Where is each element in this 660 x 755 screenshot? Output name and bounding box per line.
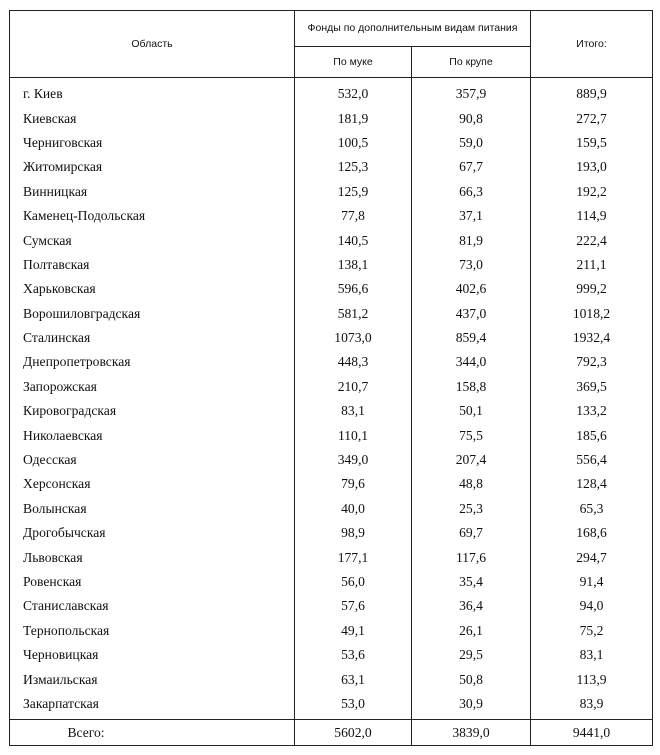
total-cell: 556,4	[531, 448, 653, 472]
grain-cell: 69,7	[412, 521, 531, 545]
table-footer	[10, 720, 653, 746]
region-cell: Черниговская	[10, 131, 295, 155]
flour-cell: 77,8	[295, 204, 412, 228]
grain-cell: 207,4	[412, 448, 531, 472]
flour-cell: 581,2	[295, 302, 412, 326]
grain-cell: 437,0	[412, 302, 531, 326]
total-column-header: Итого:	[531, 11, 653, 78]
total-cell: 1018,2	[531, 302, 653, 326]
region-cell: Сталинская	[10, 326, 295, 350]
grain-cell: 73,0	[412, 253, 531, 277]
total-grain: 3839,0	[412, 720, 531, 746]
flour-cell: 532,0	[295, 78, 412, 107]
region-cell: Одесская	[10, 448, 295, 472]
table-row	[10, 692, 653, 720]
grain-cell: 357,9	[412, 78, 531, 107]
grand-total: 9441,0	[531, 720, 653, 746]
flour-cell: 53,0	[295, 692, 412, 720]
total-cell: 294,7	[531, 545, 653, 569]
region-cell: Винницкая	[10, 180, 295, 204]
total-cell: 889,9	[531, 78, 653, 107]
grain-cell: 26,1	[412, 619, 531, 643]
table-row	[10, 521, 653, 545]
grain-cell: 48,8	[412, 472, 531, 496]
region-cell: Херсонская	[10, 472, 295, 496]
flour-cell: 596,6	[295, 277, 412, 301]
table-row	[10, 155, 653, 179]
table-row	[10, 643, 653, 667]
flour-cell: 1073,0	[295, 326, 412, 350]
region-cell: Николаевская	[10, 423, 295, 447]
flour-cell: 125,3	[295, 155, 412, 179]
flour-cell: 79,6	[295, 472, 412, 496]
total-cell: 83,1	[531, 643, 653, 667]
grain-cell: 59,0	[412, 131, 531, 155]
flour-cell: 138,1	[295, 253, 412, 277]
flour-cell: 349,0	[295, 448, 412, 472]
total-cell: 114,9	[531, 204, 653, 228]
flour-cell: 140,5	[295, 228, 412, 252]
table-row	[10, 78, 653, 107]
region-cell: Каменец-Подольская	[10, 204, 295, 228]
region-cell: Львовская	[10, 545, 295, 569]
funds-group-header: Фонды по дополнительным видам питания	[295, 11, 531, 47]
region-cell: Станиславская	[10, 594, 295, 618]
flour-cell: 210,7	[295, 375, 412, 399]
flour-cell: 100,5	[295, 131, 412, 155]
table-row	[10, 545, 653, 569]
total-cell: 192,2	[531, 180, 653, 204]
grain-cell: 158,8	[412, 375, 531, 399]
grain-cell: 402,6	[412, 277, 531, 301]
flour-cell: 177,1	[295, 545, 412, 569]
grain-cell: 344,0	[412, 350, 531, 374]
table-row	[10, 570, 653, 594]
food-funds-table	[9, 10, 653, 746]
flour-cell: 83,1	[295, 399, 412, 423]
total-cell: 128,4	[531, 472, 653, 496]
total-cell: 133,2	[531, 399, 653, 423]
region-cell: Кировоградская	[10, 399, 295, 423]
flour-cell: 49,1	[295, 619, 412, 643]
table-row	[10, 180, 653, 204]
grain-cell: 29,5	[412, 643, 531, 667]
table-row	[10, 423, 653, 447]
flour-cell: 56,0	[295, 570, 412, 594]
flour-cell: 448,3	[295, 350, 412, 374]
grain-cell: 35,4	[412, 570, 531, 594]
table-row	[10, 228, 653, 252]
table-row	[10, 277, 653, 301]
total-cell: 999,2	[531, 277, 653, 301]
table-row	[10, 253, 653, 277]
grain-cell: 66,3	[412, 180, 531, 204]
region-cell: Измаильская	[10, 667, 295, 691]
region-column-header: Область	[10, 11, 295, 78]
grain-cell: 81,9	[412, 228, 531, 252]
flour-cell: 98,9	[295, 521, 412, 545]
flour-cell: 57,6	[295, 594, 412, 618]
table-row	[10, 350, 653, 374]
region-cell: Харьковская	[10, 277, 295, 301]
total-row	[10, 720, 653, 746]
grain-cell: 859,4	[412, 326, 531, 350]
table-row	[10, 667, 653, 691]
flour-cell: 110,1	[295, 423, 412, 447]
total-cell: 369,5	[531, 375, 653, 399]
grain-cell: 50,8	[412, 667, 531, 691]
total-cell: 211,1	[531, 253, 653, 277]
total-cell: 91,4	[531, 570, 653, 594]
table-header	[10, 11, 653, 78]
region-cell: Черновицкая	[10, 643, 295, 667]
region-cell: Тернопольская	[10, 619, 295, 643]
grain-cell: 90,8	[412, 106, 531, 130]
grain-column-header: По крупе	[412, 46, 531, 77]
grain-cell: 75,5	[412, 423, 531, 447]
table-row	[10, 204, 653, 228]
grain-cell: 117,6	[412, 545, 531, 569]
total-cell: 185,6	[531, 423, 653, 447]
table-row	[10, 497, 653, 521]
table-row	[10, 326, 653, 350]
region-cell: Ровенская	[10, 570, 295, 594]
flour-cell: 40,0	[295, 497, 412, 521]
table-row	[10, 131, 653, 155]
total-cell: 75,2	[531, 619, 653, 643]
grain-cell: 67,7	[412, 155, 531, 179]
total-cell: 113,9	[531, 667, 653, 691]
region-cell: Житомирская	[10, 155, 295, 179]
total-cell: 222,4	[531, 228, 653, 252]
grain-cell: 36,4	[412, 594, 531, 618]
region-cell: Запорожская	[10, 375, 295, 399]
region-cell: Полтавская	[10, 253, 295, 277]
table-row	[10, 619, 653, 643]
region-cell: г. Киев	[10, 78, 295, 107]
table-row	[10, 472, 653, 496]
total-cell: 159,5	[531, 131, 653, 155]
region-cell: Днепропетровская	[10, 350, 295, 374]
grain-cell: 37,1	[412, 204, 531, 228]
flour-cell: 63,1	[295, 667, 412, 691]
region-cell: Закарпатская	[10, 692, 295, 720]
region-cell: Дрогобычская	[10, 521, 295, 545]
table-row	[10, 106, 653, 130]
table-row	[10, 375, 653, 399]
region-cell: Сумская	[10, 228, 295, 252]
total-cell: 193,0	[531, 155, 653, 179]
total-label: Всего:	[10, 720, 295, 746]
flour-cell: 125,9	[295, 180, 412, 204]
total-flour: 5602,0	[295, 720, 412, 746]
total-cell: 272,7	[531, 106, 653, 130]
table-row	[10, 594, 653, 618]
grain-cell: 50,1	[412, 399, 531, 423]
flour-cell: 53,6	[295, 643, 412, 667]
region-cell: Ворошиловградская	[10, 302, 295, 326]
table-row	[10, 399, 653, 423]
flour-column-header: По муке	[295, 46, 412, 77]
table-body	[10, 78, 653, 720]
grain-cell: 30,9	[412, 692, 531, 720]
total-cell: 1932,4	[531, 326, 653, 350]
total-cell: 792,3	[531, 350, 653, 374]
table-row	[10, 448, 653, 472]
flour-cell: 181,9	[295, 106, 412, 130]
total-cell: 94,0	[531, 594, 653, 618]
table-row	[10, 302, 653, 326]
grain-cell: 25,3	[412, 497, 531, 521]
total-cell: 65,3	[531, 497, 653, 521]
total-cell: 83,9	[531, 692, 653, 720]
total-cell: 168,6	[531, 521, 653, 545]
region-cell: Волынская	[10, 497, 295, 521]
region-cell: Киевская	[10, 106, 295, 130]
